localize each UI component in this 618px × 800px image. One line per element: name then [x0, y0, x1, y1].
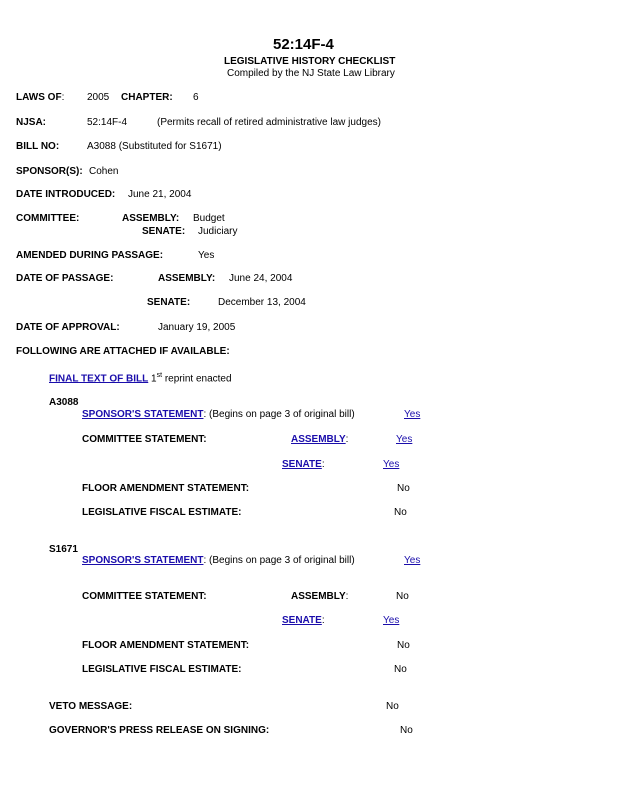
a3088-sponsor-yes-link[interactable]: Yes	[404, 409, 421, 420]
s1671-sponsor-note: : (Begins on page 3 of original bill)	[203, 555, 355, 566]
a3088-fiscal-label: LEGISLATIVE FISCAL ESTIMATE:	[82, 507, 242, 518]
a3088-floor-label: FLOOR AMENDMENT STATEMENT:	[82, 483, 250, 494]
s1671-sponsor-link[interactable]: SPONSOR'S STATEMENT	[82, 555, 204, 566]
chapter-label: CHAPTER:	[121, 92, 173, 103]
s1671-assembly-colon: :	[345, 591, 349, 602]
amended-label: AMENDED DURING PASSAGE:	[16, 250, 164, 261]
laws-of-year: 2005	[87, 92, 110, 103]
committee-senate-value: Judiciary	[198, 226, 238, 237]
committee-label: COMMITTEE:	[16, 213, 80, 224]
s1671-fiscal-value: No	[394, 664, 407, 675]
page-title: 52:14F-4	[273, 36, 334, 53]
njsa-label: NJSA:	[16, 117, 47, 128]
date-introduced-label: DATE INTRODUCED:	[16, 189, 116, 200]
a3088-senate-link[interactable]: SENATE	[282, 459, 322, 470]
s1671-sponsor-yes-link[interactable]: Yes	[404, 555, 421, 566]
passage-assembly-value: June 24, 2004	[229, 273, 293, 284]
s1671-assembly-row	[291, 591, 348, 602]
passage-assembly-label: ASSEMBLY:	[158, 273, 216, 284]
bill-no-label: BILL NO:	[16, 141, 60, 152]
approval-label: DATE OF APPROVAL:	[16, 322, 120, 333]
a3088-assembly-row	[291, 434, 348, 445]
final-text-row	[49, 372, 232, 384]
a3088-senate-colon: :	[321, 459, 325, 470]
a3088-sponsor-row	[82, 409, 355, 420]
s1671-senate-row	[282, 615, 325, 626]
press-release-label: GOVERNOR'S PRESS RELEASE ON SIGNING:	[49, 725, 270, 736]
s1671-senate-yes-link[interactable]: Yes	[383, 615, 400, 626]
laws-of-label: LAWS OF	[16, 92, 62, 103]
sponsor-value: Cohen	[89, 166, 119, 177]
a3088-assembly-link[interactable]: ASSEMBLY	[291, 434, 346, 445]
a3088-senate-row	[282, 459, 325, 470]
reprint-text: reprint enacted	[164, 373, 232, 385]
njsa-value: 52:14F-4	[87, 117, 128, 128]
compiled-by: Compiled by the NJ State Law Library	[227, 68, 395, 79]
page-subtitle: LEGISLATIVE HISTORY CHECKLIST	[224, 56, 396, 67]
s1671-fiscal-label: LEGISLATIVE FISCAL ESTIMATE:	[82, 664, 242, 675]
s1671-committee-label: COMMITTEE STATEMENT:	[82, 591, 207, 602]
a3088-assembly-yes-link[interactable]: Yes	[396, 434, 413, 445]
sponsor-label: SPONSOR(S):	[16, 166, 83, 177]
a3088-heading: A3088	[49, 397, 79, 408]
reprint-number: 1	[151, 373, 157, 385]
veto-value: No	[386, 701, 399, 712]
s1671-assembly-label: ASSEMBLY	[291, 591, 346, 602]
s1671-assembly-value: No	[396, 591, 409, 602]
passage-senate-label: SENATE:	[147, 297, 191, 308]
s1671-senate-link[interactable]: SENATE	[282, 615, 322, 626]
a3088-fiscal-value: No	[394, 507, 407, 518]
s1671-sponsor-row	[82, 555, 355, 566]
press-release-value: No	[400, 725, 413, 736]
s1671-floor-label: FLOOR AMENDMENT STATEMENT:	[82, 640, 250, 651]
a3088-sponsor-note: : (Begins on page 3 of original bill)	[203, 409, 355, 420]
committee-senate-label: SENATE:	[142, 226, 186, 237]
final-text-link[interactable]: FINAL TEXT OF BILL	[49, 373, 149, 385]
amended-value: Yes	[198, 250, 215, 261]
a3088-senate-yes-link[interactable]: Yes	[383, 459, 400, 470]
s1671-senate-colon: :	[321, 615, 325, 626]
a3088-floor-value: No	[397, 483, 410, 494]
bill-no-value: A3088 (Substituted for S1671)	[87, 141, 222, 152]
committee-assembly-value: Budget	[193, 213, 225, 224]
a3088-sponsor-link[interactable]: SPONSOR'S STATEMENT	[82, 409, 204, 420]
date-introduced-value: June 21, 2004	[128, 189, 192, 200]
attached-heading: FOLLOWING ARE ATTACHED IF AVAILABLE:	[16, 346, 230, 357]
veto-label: VETO MESSAGE:	[49, 701, 133, 712]
laws-of-row	[16, 92, 64, 103]
njsa-description: (Permits recall of retired administrative law judges)	[157, 117, 381, 128]
s1671-floor-value: No	[397, 640, 410, 651]
a3088-committee-label: COMMITTEE STATEMENT:	[82, 434, 207, 445]
passage-senate-value: December 13, 2004	[218, 297, 306, 308]
a3088-assembly-colon: :	[345, 434, 349, 445]
committee-assembly-label: ASSEMBLY:	[122, 213, 180, 224]
laws-of-colon: :	[61, 92, 65, 103]
passage-label: DATE OF PASSAGE:	[16, 273, 114, 284]
reprint-ordinal: st	[156, 372, 163, 379]
chapter-value: 6	[193, 92, 199, 103]
s1671-heading: S1671	[49, 544, 78, 555]
approval-value: January 19, 2005	[158, 322, 236, 333]
